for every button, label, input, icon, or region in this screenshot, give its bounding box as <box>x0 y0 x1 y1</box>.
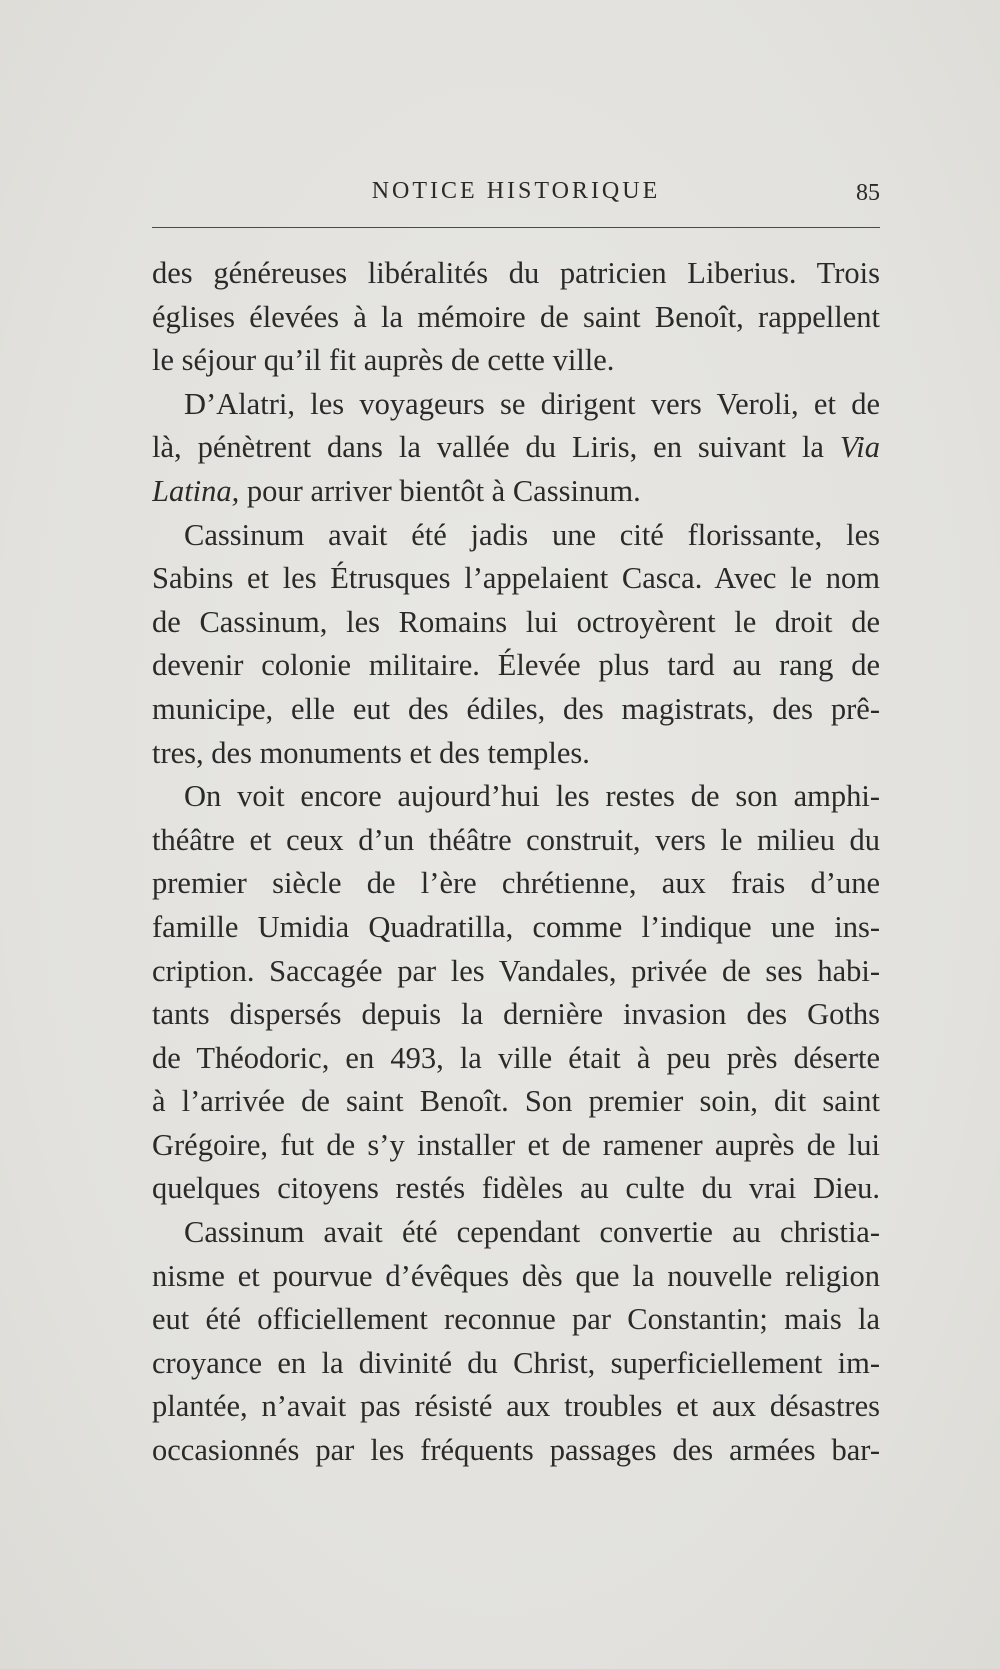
body-text <box>152 252 880 1473</box>
italic-text: Latina, <box>152 473 240 508</box>
text-line: Grégoire, fut de s’y installer et de ramener auprès de lui <box>152 1127 880 1162</box>
text-line: D’Alatri, les voyageurs se dirigent vers Veroli, et de <box>184 386 880 421</box>
text-line <box>152 470 880 514</box>
text-line: de Cassinum, les Romains lui octroyèrent le droit de <box>152 604 880 639</box>
text-line: des généreuses libéralités du patricien Liberius. Trois <box>152 256 880 290</box>
text-line: églises élevées à la mémoire de saint Benoît, rappellent <box>152 299 880 334</box>
page-number: 85 <box>856 180 880 206</box>
text-line: famille Umidia Quadratilla, comme l’indique une ins- <box>152 909 880 944</box>
running-title: NOTICE HISTORIQUE <box>371 178 661 204</box>
text-line: cription. Saccagée par les Vandales, privée de ses habi- <box>152 953 880 988</box>
text-line: théâtre et ceux d’un théâtre construit, vers le milieu du <box>152 822 880 857</box>
text-line: nisme et pourvue d’évêques dès que la nouvelle religion <box>152 1258 880 1293</box>
text-span: pour arriver bientôt à Cassinum. <box>246 473 641 508</box>
text-line: Sabins et les Étrusques l’appelaient Casca. Avec le nom <box>152 561 880 596</box>
header-rule <box>152 227 880 228</box>
text-line: de Théodoric, en 493, la ville était à peu près déserte <box>152 1040 880 1075</box>
italic-text: Via <box>839 430 880 465</box>
text-line: le séjour qu’il fit auprès de cette ville. <box>152 343 615 378</box>
text-line: croyance en la divinité du Christ, superficiellement im- <box>152 1345 880 1380</box>
text-line: municipe, elle eut des édiles, des magistrats, des prê- <box>152 691 880 726</box>
text-line: premier siècle de l’ère chrétienne, aux frais d’une <box>152 866 880 901</box>
running-head <box>152 178 880 214</box>
text-line: tants dispersés depuis la dernière invasion des Goths <box>152 997 880 1032</box>
text-line: Cassinum avait été jadis une cité florissante, les <box>184 517 880 552</box>
text-line: On voit encore aujourd’hui les restes de son amphi- <box>184 779 880 814</box>
text-span: là, pénètrent dans la vallée du Liris, en suivant la <box>152 430 824 465</box>
text-line <box>152 426 880 470</box>
text-line: eut été officiellement reconnue par Constantin; mais la <box>152 1302 880 1337</box>
text-line: plantée, n’avait pas résisté aux troubles et aux désastres <box>152 1389 880 1424</box>
text-line: Cassinum avait été cependant convertie au christia- <box>184 1215 880 1250</box>
text-line: quelques citoyens restés fidèles au culte du vrai Dieu. <box>152 1171 880 1206</box>
text-line: devenir colonie militaire. Élevée plus tard au rang de <box>152 648 880 683</box>
text-line: tres, des monuments et des temples. <box>152 735 590 770</box>
text-line: à l’arrivée de saint Benoît. Son premier soin, dit saint <box>152 1084 880 1119</box>
text-line: occasionnés par les fréquents passages des armées bar- <box>152 1433 880 1468</box>
